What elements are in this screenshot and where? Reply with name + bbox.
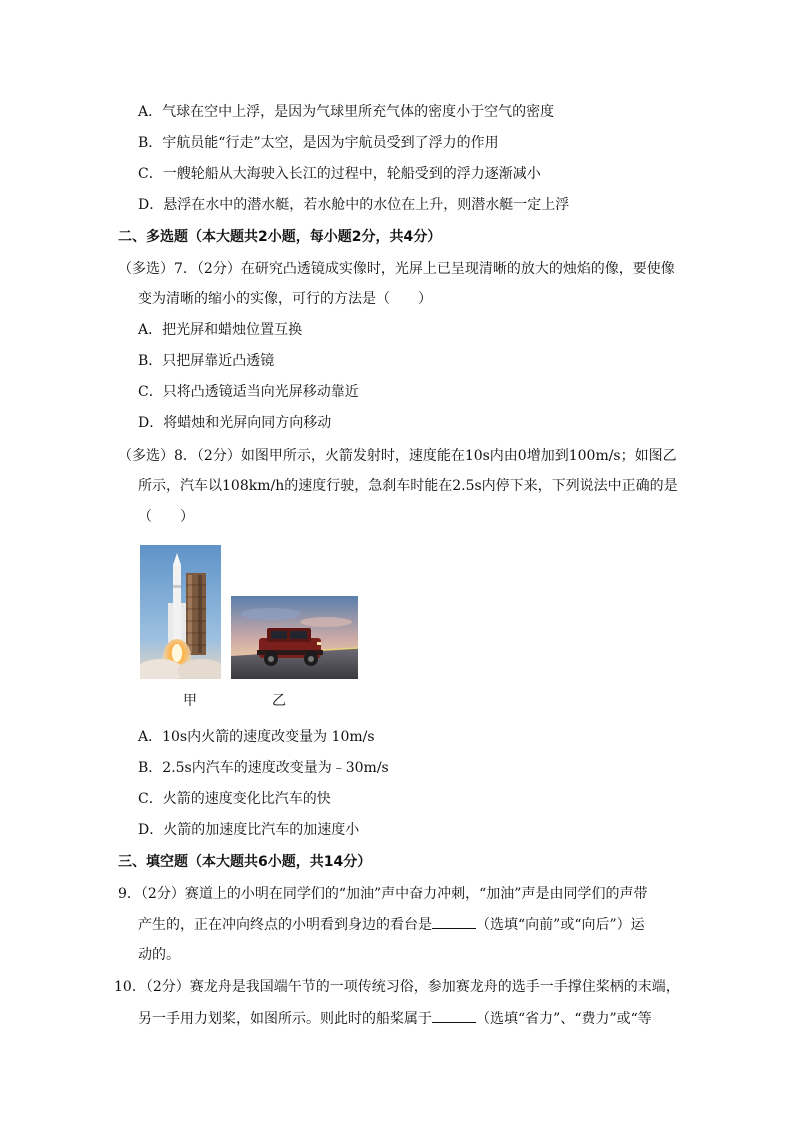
q7-stem-line2: 变为清晰的缩小的实像，可行的方法是（ ） — [138, 291, 432, 307]
q10-stem-line2-before-blank: 另一手用力划桨，如图所示。则此时的船桨属于 — [138, 1011, 432, 1027]
q8-option-a: A．10s内火箭的速度改变量为 10m/s — [138, 729, 375, 745]
q7-option-b: B．只把屏靠近凸透镜 — [138, 353, 275, 369]
q7-option-c: C．只将凸透镜适当向光屏移动靠近 — [138, 384, 359, 400]
rocket-launch-photo — [140, 545, 221, 679]
q8-option-c: C．火箭的速度变化比汽车的快 — [138, 791, 331, 807]
q9-answer-blank[interactable] — [432, 914, 476, 929]
caption-jia: 甲 — [183, 693, 197, 709]
caption-yi: 乙 — [272, 693, 286, 709]
q9-stem-line2-after-blank: （选填“向前”或“向后”）运 — [476, 917, 645, 933]
q10-stem-line2-after-blank: （选填“省力”、“费力”或“等 — [476, 1011, 652, 1027]
q7-option-a: A．把光屏和蜡烛位置互换 — [138, 322, 303, 338]
q9-stem-line1: 9．（2分）赛道上的小明在同学们的“加油”声中奋力冲刺，“加油”声是由同学们的声带 — [118, 886, 648, 902]
q8-stem-line2: 所示，汽车以108km/h的速度行驶，急刹车时能在2.5s内停下来，下列说法中正确的是 — [138, 478, 678, 494]
q7-stem-line1: （多选）7．（2分）在研究凸透镜成实像时，光屏上已呈现清晰的放大的烛焰的像，要使像 — [118, 261, 675, 277]
q6-option-b: B．宇航员能“行走”太空，是因为宇航员受到了浮力的作用 — [138, 135, 499, 151]
q9-stem-line3: 动的。 — [138, 947, 180, 963]
q10-answer-blank[interactable] — [432, 1008, 476, 1023]
q6-option-c: C．一艘轮船从大海驶入长江的过程中，轮船受到的浮力逐渐减小 — [138, 166, 541, 182]
q8-option-b: B．2.5s内汽车的速度改变量为﹣30m/s — [138, 760, 389, 776]
q8-stem-line1: （多选）8．（2分）如图甲所示，火箭发射时，速度能在10s内由0增加到100m/s；如图乙 — [118, 448, 677, 464]
q6-option-d: D．悬浮在水中的潜水艇，若水舱中的水位在上升，则潜水艇一定上浮 — [138, 197, 570, 213]
q8-option-d: D．火箭的加速度比汽车的加速度小 — [138, 822, 360, 838]
q8-stem-line3: （ ） — [138, 509, 194, 525]
q9-stem-line2 — [138, 914, 645, 935]
q10-stem-line1: 10．（2分）赛龙舟是我国端午节的一项传统习俗，参加赛龙舟的选手一手撑住桨柄的末端， — [114, 979, 680, 995]
q10-stem-line2 — [138, 1008, 652, 1029]
section-heading-fill-in: 三、填空题（本大题共6小题，共14分） — [118, 854, 372, 870]
q6-option-a: A．气球在空中上浮，是因为气球里所充气体的密度小于空气的密度 — [138, 104, 555, 120]
q7-option-d: D．将蜡烛和光屏向同方向移动 — [138, 415, 332, 431]
section-heading-multiple-choice: 二、多选题（本大题共2小题，每小题2分，共4分） — [118, 229, 442, 245]
car-photo — [231, 596, 358, 679]
q9-stem-line2-before-blank: 产生的，正在冲向终点的小明看到身边的看台是 — [138, 917, 432, 933]
